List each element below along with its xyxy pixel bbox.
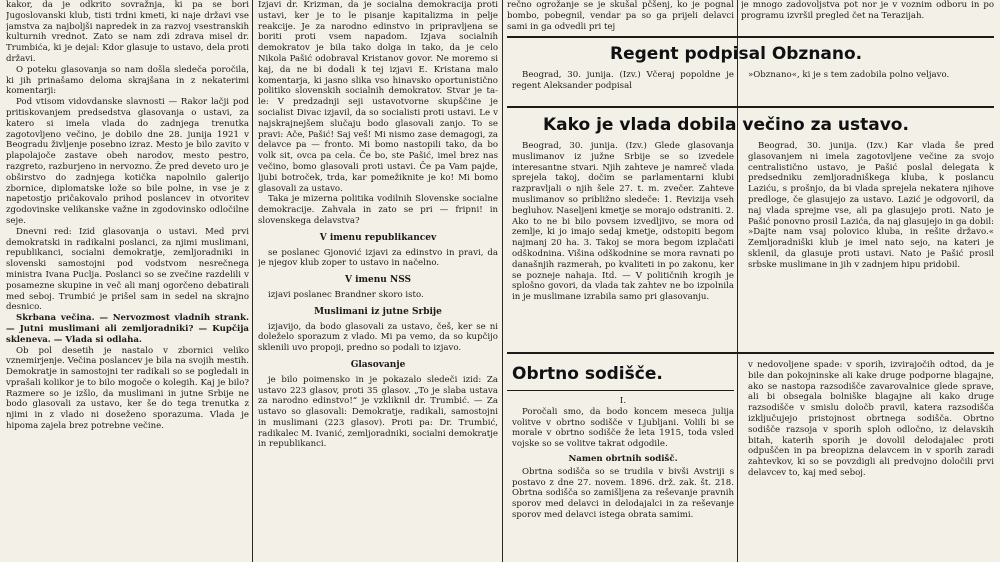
paragraph: Beograd, 30. junija. (Izv.) Včeraj popoldne je regent Aleksander podpisal [512, 70, 734, 91]
paragraph: izjavijo, da bodo glasovali za ustavo, češ, ker se ni doleželo sporazum z vlado. Mi pa vemo, da so kupčijo sklenili uvo propoji, predno so podali to izjavo. [258, 321, 498, 354]
paragraph: O poteku glasovanja so nam došla sledeča poročila, ki jih prinašamo deloma skrajšana in z nekaterimi komentarji: [6, 64, 249, 97]
paragraph: je mnogo zadovoljstva pot nor je v voznim odboru in po programu izvršil pregled čet na Terazijah. [741, 0, 994, 21]
article-column-1 [6, 0, 249, 562]
top-fragment-left [507, 0, 734, 34]
column-rule [502, 0, 503, 562]
paragraph: izjavi poslanec Brandner skoro isto. [268, 289, 424, 300]
paragraph: rečno ogrožanje se je skušal pčšenj, ko je pognal bombo, pobegnil, vendar pa so ga prijeli delavci sami in ga odvedli pri tej [507, 0, 734, 32]
section-rule [507, 36, 994, 38]
column-rule [737, 0, 738, 562]
paragraph: Beograd, 30. junija. (Izv.) Glede glasovanja muslimanov iz južne Srbije se so izvedele interesantne stvari. Njih zahteve je namreč vlada sprejela takoj, dočim se parlamentarni klubi razpravljali o njih šele 27. t. m. zvečer. Zahteve muslimanov so približno sledeče: 1. Revizija vseh begluhov. Naseljeni kmetje se morajo odstraniti. 2. Ako to ne bi bilo povsem izvedljivo, se mora od zemlje, ki jo imajo sedaj kmetje, odstopiti begom najmanj 20 ha. 3. Takoj se mora begom izplačati odškodnina. Višina odškodnine se mora ravnati po današnjih razmerah, po kvaliteti in po zakonu, ker se pozneje nahaja. Itd. — V političnih krogih je splošno govori, da vlada tak zahtev ne bo izpolnila in je muslimane izrabila samo pri glasovanju. [512, 141, 734, 303]
subheading: Namen obrtnih sodišč. [568, 453, 678, 464]
subheading: Glasovanje [350, 359, 406, 370]
paragraph-bold: Skrbana večina. — Nervozmost vladnih strank. — Jutni muslimani ali zemljoradniki? — Kupčija skleneva. — Vlada si odlaha. [6, 313, 249, 345]
paragraph: Obrtna sodišča so se trudila v bivši Avstriji s postavo z dne 27. novem. 1896. drž. zak. št. 218. Obrtna sodišča so zamišljena za reševanje pravnih sporov med delavci in delodajalci in za reševanje sporov med delavci istega obrata samimi. [512, 466, 734, 520]
section-rule [507, 106, 994, 108]
article-column-2 [258, 0, 498, 562]
paragraph: je bilo poimensko in je pokazalo sledeči izid: Za ustavo 223 glasov, proti 35 glasov. „To je slaba ustava za narodno edinstvo!“ je vzkliknil dr. Trumbić. — Za ustavo so glasovali: Demokratje, radikali, samostojni in muslimani (223 glasov). Proti pa: Dr. Trumbić, radikalec M. Ivanić, zemljoradniki, socialni demokratje in republikanci. [258, 374, 498, 450]
regent-text-right [748, 70, 994, 106]
paragraph: Pod vtisom vidovdanske slavnosti — Rakor lačji pod pritiskovanjem predsedstva glasovanja o ustavi, za katero si imela vlada do zadnjega trenutka zagotovljeno večino, je dobilo dne 28. junija 1921 v Beogradu življenje posebno izraz. Mesto je bilo zavito v plapolajoče zastave obeh narodov, mesto pestro, razgreto, razburjeno in nervozno. Že pred deveto uro je obširstvo do zadnjega kotička napolnilo galerijo zbornice, diplomatske lože so bile polne, in vse je z napetostjo pričakovalo prihod poslancev in otvoritev zgodovinske velikanske važne in zgodovinsko odločilne seje. [6, 97, 249, 226]
obrtno-text-left [512, 396, 734, 562]
kako-text-right [748, 141, 994, 350]
headline-regent: Regent podpisal Obznano. [610, 44, 863, 64]
column-rule [252, 0, 253, 562]
paragraph: Ob pol desetih je nastalo v zbornici veliko vznemirjenje. Večina poslancev je bila na svojih mestih. Demokratje in samostojni ter radikali so se pogledali in vprašali kolikor je to bilo mogoče o kolegih. Kaj je bilo? Razmere so je izšlo, da muslimani in jutne Srbije ne bodo glasovali za ustavo, ker še do tega trenutka z njimi in z vlado ni doseženo sporazuma. Vlada je hipoma zajela brez potrebne večine. [6, 345, 249, 432]
regent-text-left [512, 70, 734, 106]
paragraph: se poslanec Gjonović izjavi za edinstvo in pravi, da je njegov klub zoper to ustavo in načelno. [258, 247, 498, 269]
kako-text-left [512, 141, 734, 350]
paragraph: Poročali smo, da bodo koncem meseca julija volitve v obrtno sodišče v Ljubljani. Volili bi se morale v obrtno sodišče že leta 1915, toda vsled vojske so se volitve takrat odgodile. [512, 406, 734, 450]
section-number: I. [619, 396, 627, 406]
paragraph: Izjavi dr. Krizman, da je socialna demokracija proti ustavi, ker je to le pisanje kapitalizma in pelje reakcije. Je za narodno edinstvo in pripravljena se boriti proti vsem napadom. Izjava socialnih demokratov je bila tako dolga in tako, da je celo Nikola Pašić odobraval Kristanov govor. Ne moremo si kaj, da ne bi dodali k tej izjavi E. Kristana malo komentarja, ki jasno slika vso hinavsko oportunistično politiko slovenskih socialnih demokratov. Stvar je ta-le: V predzadnji seji ustavotvorne skupščine je socialist Divac izjavil, da so socialisti proti ustavi. Le v najskrajnejšem slučaju bodo glasovali zanjo. To se pravi: Ače, Pašić! Saj veš! Mi nismo zase demagogi, za delavce pa — fronto. Mi bomo nastopili tako, da bo volk sit, ovca pa cela. Če bo, ste Pašić, imel brez nas večino, bomo glasovali proti ustavi. Če pa Vam pajde, ljubi botroček, trda, kar pomežiknite je ko! Mi bomo glasovali za ustavo. [258, 0, 498, 194]
section-rule [507, 352, 994, 354]
subheading: V imenu republikancev [319, 232, 437, 243]
paragraph: Dnevni red: Izid glasovanja o ustavi. Med prvi demokratski in radikalni poslanci, za njimi muslimani, republikanci, socialni demokratje, zemljoradniki in slovenski samostojni pod vodstvom nesrečnega ministra Ivana Puclja. Poslanci so se zvečine razdelili v posamezne skupine in več ali manj ogorčeno debatirali med seboj. Trumbić je prišel sam in sedel na skrajno desnico. [6, 226, 249, 313]
headline-kako: Kako je vlada dobila večino za ustavo. [543, 115, 909, 135]
top-fragment-right [741, 0, 994, 34]
section-rule [507, 390, 734, 391]
paragraph: »Obznano«, ki je s tem zadobila polno veljavo. [748, 70, 950, 80]
paragraph: Taka je mizerna politika vodilnih Slovenske socialne demokracije. Zahvala in zato se pri — fripni! in slovenskega delavstva? [258, 194, 498, 226]
subheading: V imenu NSS [344, 275, 412, 286]
paragraph: kakor, da je odkrito sovražnja, ki pa se bori Jugoslovanski klub, tisti trdni kmeti, ki naje državi vse jamstva za najboljši napredek in za razvoj vsestranskih kulturnih vrednot. Zato se nam zdi zdrava misel dr. Trumbića, ki je dejal: Kdor glasuje to ustavo, dela proti državi. [6, 0, 249, 64]
paragraph: Beograd, 30. junija. (Izv.) Kar vlada še pred glasovanjem ni imela zagotovljene večine za svojo centralistično ustavo, je Pašić poslal delegata k predsedniku zemljoradniškega kluba, k poslancu Laziću, s prošnjo, da bi vlada sprejela nekatera njihove predloge, če glasujejo za ustavo. Lazić je odgovoril, da naj vlada sprejme vse, ali pa glasujejo proti. Nato je Pašić ponovno prosil Lazića, da naj glasujejo in ga dobil: »Dajte nam vsaj polovico kluba, in rešite državo.« Zemljoradniški klub je imel nato sejo, na kateri je sklenil, da glasuje proti ustavi. Nato je Pašić prosil srbske muslimane in jih v zadnjem hipu pridobil. [748, 141, 994, 270]
headline-obrtno: Obrtno sodišče. [512, 364, 663, 384]
subheading: Muslimani iz jutne Srbije [314, 306, 442, 317]
obrtno-text-right [748, 360, 994, 562]
paragraph: v nedovoljene spade: v sporih, izvirajočih odtod, da je bile dan pokojninske ali kake druge podporne blagajne, ako se nastopa razsodišče zavarovalnice glede sprave, ali bi obsegala bolniške blagajne ali kako druge razsodišče v smislu določb pravil, katera razsodišča izključujejo pristojnost obrtnega sodišča. Obrtno sodišče razsoja v sporih sploh odločno, iz delavskih bitah, katerih sporih je dovolil delodajalec proti odpuščen in pa breopizna delavcem in v sporih zaradi zahtevkov, ki so se povzdigli ali predvojno določili prvi delavcev to, kaj med seboj. [748, 360, 994, 478]
